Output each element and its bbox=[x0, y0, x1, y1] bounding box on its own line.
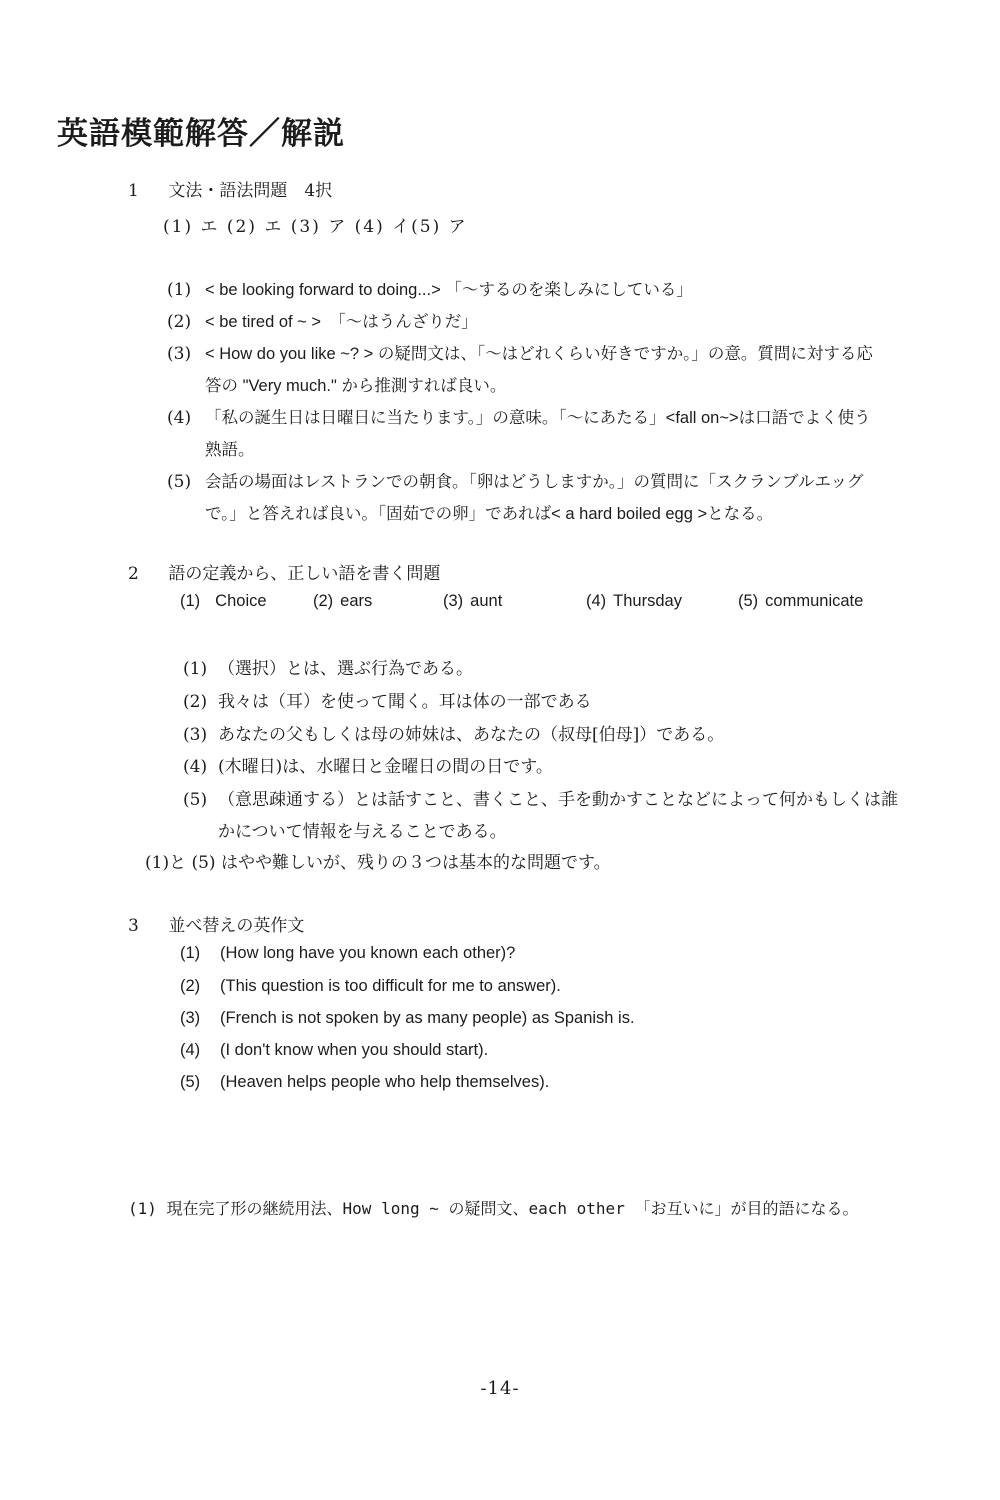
section1-heading-row bbox=[128, 176, 332, 201]
section2-heading: 語の定義から、正しい語を書く問題 bbox=[168, 564, 441, 584]
section3-number: 3 bbox=[128, 916, 139, 936]
s2-answer-1-label: (1) bbox=[180, 592, 201, 610]
s1-item-2 bbox=[167, 308, 478, 332]
s2-answer-4-label: (4) bbox=[586, 592, 607, 610]
s3-item-3 bbox=[180, 1009, 635, 1028]
section1-answer-line: (1) エ (2) エ (3) ア (4) イ(5) ア bbox=[163, 217, 468, 237]
s1-item-3-line-2: 答の "Very much." から推測すれば良い。 bbox=[205, 377, 507, 395]
s3-item-5 bbox=[180, 1073, 549, 1092]
s2-item-3 bbox=[183, 720, 724, 745]
s1-item-3 bbox=[167, 340, 873, 364]
s2-item-5-line-2: かについて情報を与えることである。 bbox=[218, 822, 507, 842]
s2-item-4-label: (4) bbox=[183, 757, 208, 777]
s1-item-2-line-1: < be tired of ~ > 「～はうんざりだ」 bbox=[205, 313, 478, 331]
s2-item-1 bbox=[183, 654, 473, 679]
s2-answer-2 bbox=[313, 592, 372, 611]
s2-answer-3-label: (3) bbox=[443, 592, 464, 610]
s2-item-2-label: (2) bbox=[183, 692, 208, 712]
s2-answer-3-word: aunt bbox=[470, 592, 503, 610]
s3-item-3-text: (French is not spoken by as many people) as Spanish is. bbox=[220, 1009, 635, 1027]
s2-item-4-line-1: (木曜日)は、水曜日と金曜日の間の日です。 bbox=[218, 757, 553, 777]
s1-item-4-line-2: 熟語。 bbox=[205, 441, 255, 459]
s2-answer-5 bbox=[738, 592, 863, 611]
s2-answer-4 bbox=[586, 592, 682, 611]
s2-item-5-line-1: （意思疎通する）とは話すこと、書くこと、手を動かすことなどによって何かもしくは誰 bbox=[218, 790, 898, 810]
s1-item-5-label: (5) bbox=[167, 472, 192, 492]
s2-answer-4-word: Thursday bbox=[613, 592, 682, 610]
s2-answer-5-word: communicate bbox=[765, 592, 864, 610]
s2-item-2 bbox=[183, 687, 592, 712]
s3-item-4-label: (4) bbox=[180, 1041, 201, 1059]
s3-item-2-text: (This question is too difficult for me to answer). bbox=[220, 977, 561, 995]
s2-answer-2-word: ears bbox=[340, 592, 373, 610]
section3-heading-row bbox=[128, 911, 304, 936]
s1-item-5-line-1: 会話の場面はレストランでの朝食。「卵はどうしますか。」の質問に「スクランブルエッグ bbox=[205, 473, 864, 491]
s3-item-1-text: (How long have you known each other)? bbox=[220, 944, 516, 962]
section1-number: 1 bbox=[128, 181, 139, 201]
s3-item-1-label: (1) bbox=[180, 944, 201, 962]
s3-item-5-label: (5) bbox=[180, 1073, 201, 1091]
section1-heading: 文法・語法問題 4択 bbox=[168, 181, 333, 201]
s1-item-4 bbox=[167, 404, 871, 428]
page-number: -14- bbox=[480, 1378, 520, 1399]
s3-item-4-text: (I don't know when you should start). bbox=[220, 1041, 489, 1059]
s2-answer-3 bbox=[443, 592, 502, 611]
page-title: 英語模範解答／解説 bbox=[57, 116, 345, 151]
footnote: (1) 現在完了形の継続用法、How long ~ の疑問文、each other 「お互いに」が目的語になる。 bbox=[128, 1199, 859, 1218]
s1-item-4-line-1: 「私の誕生日は日曜日に当たります。」の意味。「～にあたる」<fall on~>は口語でよく使う bbox=[205, 409, 871, 427]
s3-item-5-text: (Heaven helps people who help themselves). bbox=[220, 1073, 550, 1091]
s2-item-5 bbox=[183, 785, 898, 810]
s2-answer-1 bbox=[180, 592, 267, 611]
s1-item-1 bbox=[167, 276, 693, 300]
s2-item-5-label: (5) bbox=[183, 790, 208, 810]
s2-answer-5-label: (5) bbox=[738, 592, 759, 610]
section2-heading-row bbox=[128, 559, 440, 584]
s1-item-5-line-2: で。」と答えれば良い。「固茹での卵」であれば< a hard boiled egg >となる。 bbox=[205, 505, 774, 523]
s2-item-3-line-1: あなたの父もしくは母の姉妹は、あなたの（叔母[伯母]）である。 bbox=[218, 725, 725, 745]
s1-item-1-line-1: < be looking forward to doing...> 「～するのを楽しみにしている」 bbox=[205, 281, 693, 299]
s2-item-2-line-1: 我々は（耳）を使って聞く。耳は体の一部である bbox=[218, 692, 592, 712]
section2-number: 2 bbox=[128, 564, 139, 584]
s1-item-3-line-1: < How do you like ~? > の疑問文は、「～はどれくらい好きですか。」の意。質問に対する応 bbox=[205, 345, 873, 363]
s3-item-2-label: (2) bbox=[180, 977, 201, 995]
s3-item-4 bbox=[180, 1041, 488, 1060]
s2-item-4 bbox=[183, 752, 553, 777]
s2-item-1-line-1: （選択）とは、選ぶ行為である。 bbox=[218, 659, 473, 679]
s2-answer-1-word: Choice bbox=[215, 592, 267, 610]
s1-item-3-label: (3) bbox=[167, 344, 192, 364]
s2-answer-2-label: (2) bbox=[313, 592, 334, 610]
s1-item-5 bbox=[167, 468, 864, 492]
s3-item-3-label: (3) bbox=[180, 1009, 201, 1027]
section3-heading: 並べ替えの英作文 bbox=[168, 916, 305, 936]
s1-item-4-label: (4) bbox=[167, 408, 192, 428]
s1-item-2-label: (2) bbox=[167, 312, 192, 332]
s1-item-1-label: (1) bbox=[167, 280, 192, 300]
s2-item-1-label: (1) bbox=[183, 659, 208, 679]
s3-item-1 bbox=[180, 944, 515, 963]
s2-item-3-label: (3) bbox=[183, 725, 208, 745]
s3-item-2 bbox=[180, 977, 561, 996]
section2-note: (1)と (5) はやや難しいが、残りの３つは基本的な問題です。 bbox=[145, 853, 611, 873]
